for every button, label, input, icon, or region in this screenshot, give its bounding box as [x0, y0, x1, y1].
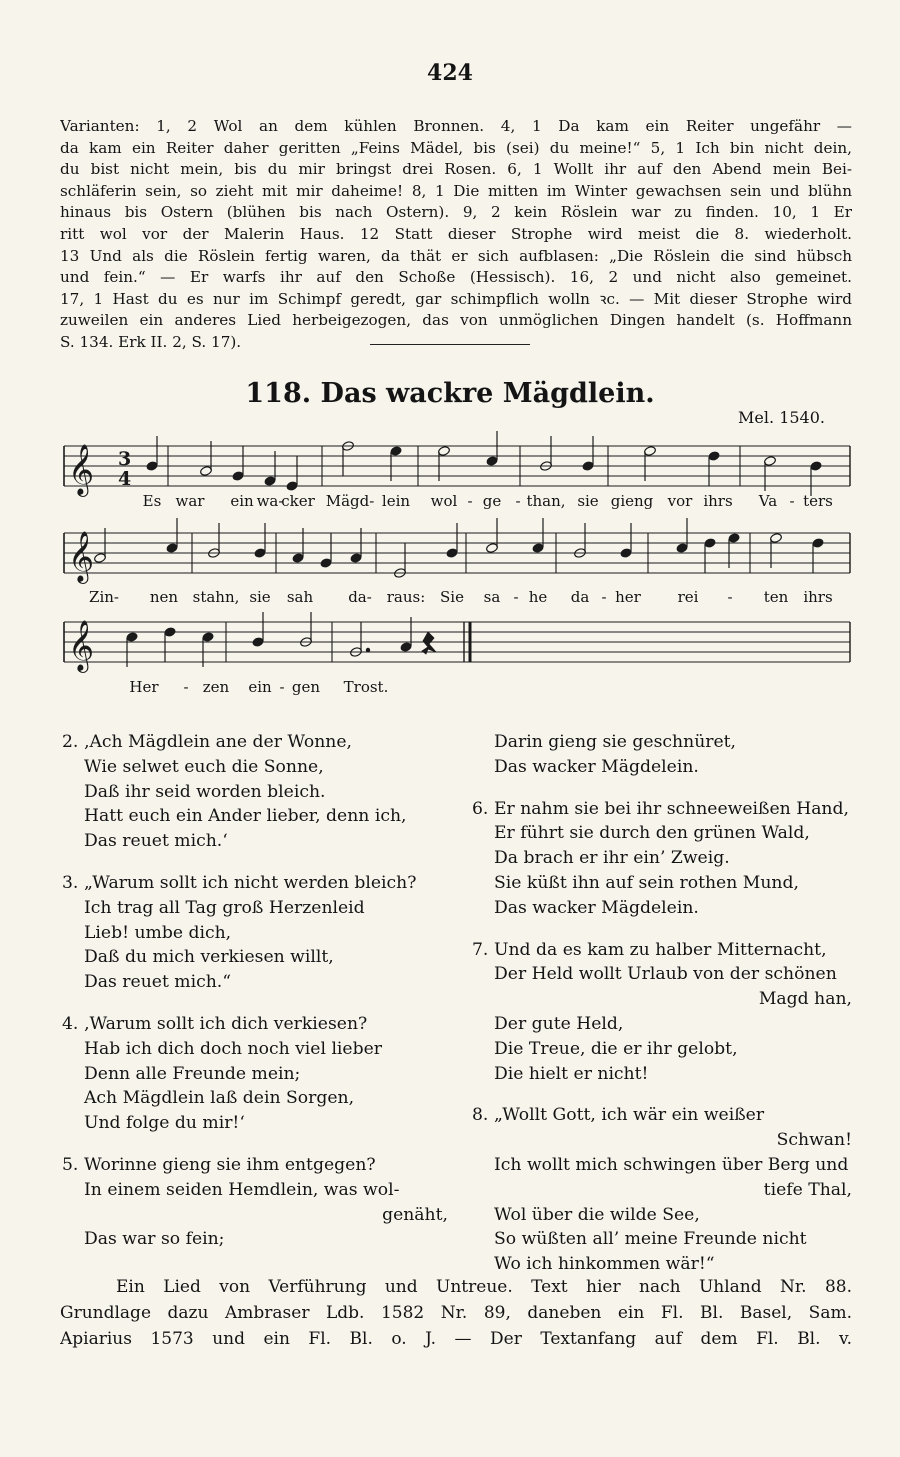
lyric-syllable: da-: [348, 588, 372, 606]
verse-7: [472, 938, 852, 1087]
lyrics-system-2: [0, 588, 900, 610]
lyric-syllable: sah: [286, 588, 314, 606]
verse-line: Wol über die wilde See,: [494, 1204, 700, 1225]
variants-line: 13 Und als die Röslein fertig waren, da thät er sich aufblasen: „Die Röslein die sind hübsch: [60, 246, 852, 265]
lyric-syllable: vor: [667, 492, 693, 510]
verse-5: [62, 1153, 448, 1252]
lyric-syllable: Zin-: [89, 588, 119, 606]
lyric-syllable: gen: [291, 678, 321, 696]
lyric-syllable: da: [570, 588, 590, 606]
verse-line: Das war so fein;: [84, 1229, 225, 1250]
song-number: 118.: [245, 378, 312, 409]
lyric-syllable: wa-: [256, 492, 284, 510]
verse-line: In einem seiden Hemdlein, was wol-: [84, 1179, 400, 1200]
lyric-syllable: -: [515, 492, 521, 510]
lyric-syllable: stahn,: [192, 588, 240, 606]
verse-line: genäht,: [382, 1204, 448, 1225]
lyrics-system-3: [0, 678, 900, 700]
lyric-syllable: rei: [677, 588, 699, 606]
lyric-syllable: ihrs: [703, 492, 733, 510]
verse-line: Lieb! umbe dich,: [84, 922, 232, 943]
lyric-syllable: Sie: [440, 588, 464, 606]
lyric-syllable: Trost.: [343, 678, 389, 696]
verse-line: Denn alle Freunde mein;: [84, 1063, 301, 1084]
treble-clef-3: 𝄞: [68, 620, 95, 671]
verse-line: ‚Ach Mägdlein ane der Wonne,: [84, 732, 353, 752]
verse-line: ‚Warum sollt ich dich verkiesen?: [84, 1013, 368, 1034]
variants-line: Varianten: 1, 2 Wol an dem kühlen Bronnen. 4, 1 Da kam ein Reiter ungefähr —: [60, 117, 852, 135]
lyric-syllable: cker: [281, 492, 315, 510]
lyric-syllable: Her: [129, 678, 159, 696]
verse-4: [62, 1012, 448, 1136]
verse-number: 3.: [62, 872, 79, 893]
verse-line: Worinne gieng sie ihm entgegen?: [84, 1154, 376, 1175]
footer-line: Grundlage dazu Ambraser Ldb. 1582 Nr. 89, daneben ein Fl. Bl. Basel, Sam.: [60, 1303, 852, 1323]
lyric-syllable: -: [789, 492, 795, 510]
verse-line: Und folge du mir!‘: [84, 1113, 245, 1134]
variants-line: und fein.“ — Er warfs ihr auf den Schoße (Hessisch). 16, 2 und nicht also gemeinet.: [60, 268, 852, 287]
verse-line: Ach Mägdlein laß dein Sorgen,: [84, 1088, 355, 1109]
music-score: [0, 0, 900, 720]
lyric-syllable: lein: [381, 492, 411, 510]
verse-number: 7.: [472, 939, 489, 960]
staff-3: [64, 622, 850, 662]
verse-line: Daß du mich verkiesen willt,: [84, 947, 334, 968]
verse-line: Darin gieng sie geschnüret,: [494, 732, 737, 752]
verse-line: Ich trag all Tag groß Herzenleid: [84, 897, 365, 918]
verse-line: So wüßten all’ meine Freunde nicht: [494, 1229, 807, 1250]
verse-line: Wie selwet euch die Sonne,: [84, 756, 324, 777]
lyric-syllable: -: [183, 678, 189, 696]
lyric-syllable: ters: [803, 492, 833, 510]
lyric-syllable: sie: [249, 588, 271, 606]
lyric-syllable: sa: [483, 588, 501, 606]
variants-line: du bist nicht mein, bis du mir bringst drei Rosen. 6, 1 Wollt ihr auf den Abend mein Bei-: [60, 160, 852, 179]
lyric-syllable: wol: [430, 492, 458, 510]
melody-reference: Mel. 1540.: [738, 408, 825, 427]
commentary-footer: [60, 1274, 852, 1352]
lyric-syllable: ein: [248, 678, 272, 696]
verse-line: Das reuet mich.‘: [84, 831, 228, 852]
variants-line: 17, 1 Hast du es nur im Schimpf geredt, gar schimpflich wolln ꝛc. — Mit dieser Strophe wird: [60, 289, 852, 308]
song-title: Das wackre Mägdlein.: [320, 378, 655, 409]
verse-line: „Wollt Gott, ich wär ein weißer: [494, 1105, 765, 1126]
verse-line: Das wacker Mägdelein.: [494, 897, 699, 918]
verse-line: Er führt sie durch den grünen Wald,: [494, 823, 810, 844]
time-signature-top: 3: [118, 448, 132, 470]
variants-line: schläferin sein, so zieht mit mir daheime! 8, 1 Die mitten im Winter gewachsen sein und blühn: [60, 181, 852, 200]
verse-line: Ich wollt mich schwingen über Berg und: [494, 1154, 849, 1175]
lyric-syllable: gieng: [610, 492, 654, 510]
time-signature-bottom: 4: [118, 468, 132, 490]
variants-line: zuweilen ein anderes Lied herbeigezogen, das von unmöglichen Dingen handelt (s. Hoffmann: [60, 311, 852, 330]
verse-line: Hab ich dich doch noch viel lieber: [84, 1038, 382, 1059]
verse-number: 8.: [472, 1105, 489, 1126]
lyric-syllable: nen: [149, 588, 179, 606]
lyric-syllable: raus:: [386, 588, 426, 606]
verses-right-column: [472, 730, 852, 1294]
lyric-syllable: war: [175, 492, 205, 510]
verse-8: [472, 1103, 852, 1277]
lyric-syllable: her: [615, 588, 641, 606]
lyric-syllable: he: [528, 588, 548, 606]
verse-5-continued: [472, 730, 852, 780]
verse-line: Wo ich hinkommen wär!“: [494, 1254, 715, 1275]
verse-number: 6.: [472, 798, 489, 819]
verse-line: tiefe Thal,: [763, 1179, 852, 1200]
verse-3: [62, 871, 448, 995]
verse-line: Sie küßt ihn auf sein rothen Mund,: [494, 872, 799, 893]
lyric-syllable: ein: [230, 492, 254, 510]
verse-line: Er nahm sie bei ihr schneeweißen Hand,: [494, 798, 849, 819]
lyric-syllable: -: [601, 588, 607, 606]
verse-number: 2.: [62, 732, 79, 752]
page-number: 424: [427, 60, 473, 86]
verse-line: Die Treue, die er ihr gelobt,: [494, 1038, 738, 1059]
lyric-syllable: Es: [142, 492, 162, 510]
verse-line: „Warum sollt ich nicht werden bleich?: [84, 872, 417, 893]
lyric-syllable: -: [279, 678, 285, 696]
verse-number: 5.: [62, 1154, 79, 1175]
verse-number: 4.: [62, 1013, 79, 1034]
lyric-syllable: Va: [758, 492, 778, 510]
verse-6: [472, 797, 852, 921]
variants-line: S. 134. Erk II. 2, S. 17).: [60, 332, 242, 351]
verse-line: Die hielt er nicht!: [494, 1063, 649, 1084]
variants-line: da kam ein Reiter daher geritten „Feins Mädel, bis (sei) du meine!“ 5, 1 Ich bin nicht dein,: [60, 138, 852, 157]
lyric-syllable: sie: [577, 492, 599, 510]
verse-line: Schwan!: [776, 1130, 852, 1151]
variants-line: hinaus bis Ostern (blühen bis nach Ostern). 9, 2 kein Röslein war zu finden. 10, 1 Er: [60, 203, 852, 222]
verse-line: Das reuet mich.“: [84, 972, 232, 993]
verse-line: Da brach er ihr ein’ Zweig.: [494, 848, 730, 869]
lyric-syllable: ten: [763, 588, 789, 606]
lyric-syllable: zen: [202, 678, 230, 696]
footer-line: Ein Lied von Verführung und Untreue. Text hier nach Uhland Nr. 88.: [116, 1277, 852, 1297]
treble-clef-2: 𝄞: [68, 531, 95, 582]
variants-line: ritt wol vor der Malerin Haus. 12 Statt dieser Strophe wird meist die 8. wiederholt.: [60, 224, 852, 243]
treble-clef-1: 𝄞: [68, 444, 95, 495]
verse-line: Der Held wollt Urlaub von der schönen: [494, 964, 837, 985]
verse-line: Das wacker Mägdelein.: [494, 756, 699, 777]
lyric-syllable: -: [467, 492, 473, 510]
lyric-syllable: ihrs: [803, 588, 833, 606]
lyric-syllable: Mägd-: [325, 492, 375, 510]
verse-line: Magd han,: [758, 989, 852, 1010]
verse-line: Und da es kam zu halber Mitternacht,: [494, 939, 827, 960]
staff-1: [64, 446, 850, 486]
verse-line: Hatt euch ein Ander lieber, denn ich,: [84, 806, 407, 827]
lyric-syllable: -: [513, 588, 519, 606]
lyric-syllable: -: [727, 588, 733, 606]
verse-2: [62, 730, 448, 854]
lyric-syllable: than,: [526, 492, 566, 510]
lyrics-system-1: [0, 492, 900, 514]
verse-line: Der gute Held,: [494, 1013, 624, 1034]
lyric-syllable: ge: [482, 492, 502, 510]
verses-left-column: [62, 730, 448, 1269]
footer-line: Apiarius 1573 und ein Fl. Bl. o. J. — Der Textanfang auf dem Fl. Bl. v.: [60, 1329, 852, 1349]
verse-line: Daß ihr seid worden bleich.: [84, 781, 326, 802]
